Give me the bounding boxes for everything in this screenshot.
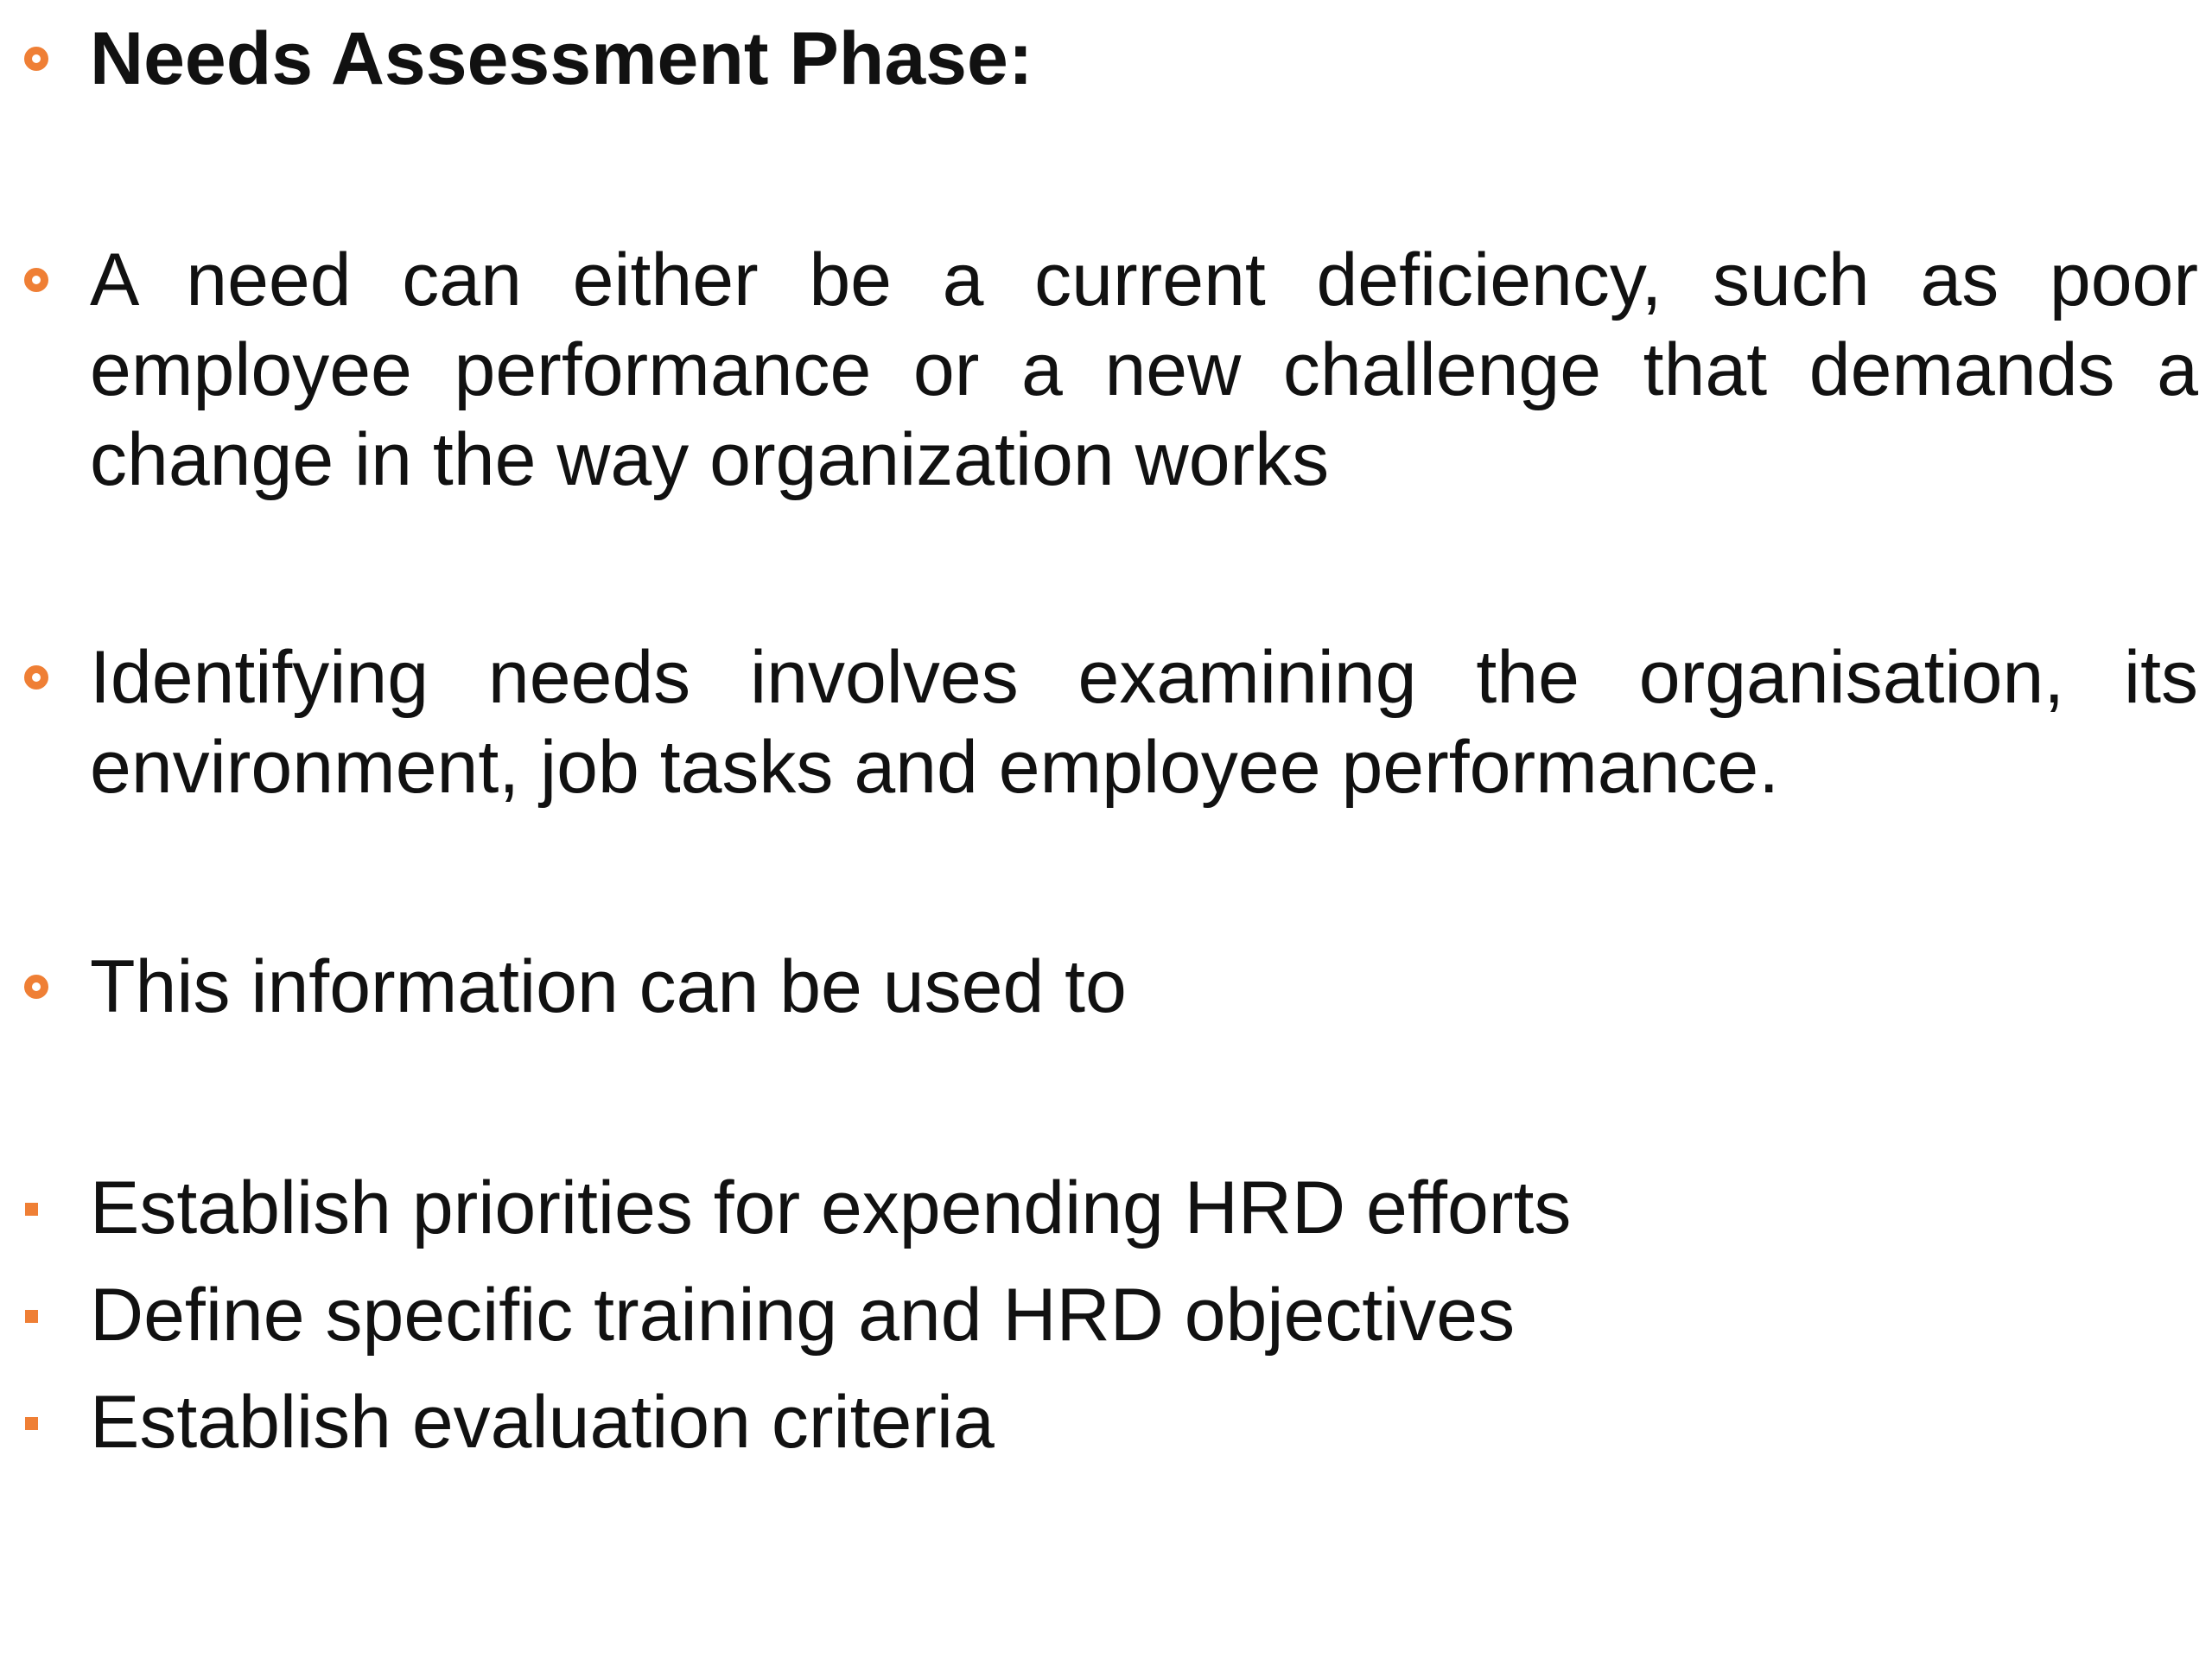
sub-bullet-item-priorities bbox=[90, 1163, 2198, 1253]
bullet-text: A need can either be a current deficiency, such as poor employee performance or a new challenge that demands a change in the way organization works bbox=[90, 238, 2198, 501]
bullet-item-need-definition bbox=[90, 235, 2198, 505]
heading-item bbox=[90, 14, 2198, 104]
ring-bullet-icon bbox=[24, 975, 48, 999]
sub-bullet-text: Define specific training and HRD objectives bbox=[90, 1274, 1516, 1357]
ring-bullet-icon bbox=[24, 268, 48, 292]
bullet-item-information-use bbox=[90, 942, 2198, 1032]
bullet-text: This information can be used to bbox=[90, 945, 1127, 1028]
square-bullet-icon bbox=[25, 1310, 38, 1323]
sub-bullet-text: Establish priorities for expending HRD efforts bbox=[90, 1166, 1572, 1249]
sub-bullet-item-evaluation bbox=[90, 1377, 2198, 1467]
bullet-text: Identifying needs involves examining the organisation, its environment, job tasks and employee performance. bbox=[90, 636, 2198, 809]
square-bullet-icon bbox=[25, 1417, 38, 1430]
bullet-item-identifying-needs bbox=[90, 632, 2198, 812]
sub-bullet-text: Establish evaluation criteria bbox=[90, 1381, 995, 1464]
square-bullet-icon bbox=[25, 1203, 38, 1216]
ring-bullet-icon bbox=[24, 665, 48, 690]
sub-bullet-item-objectives bbox=[90, 1270, 2198, 1360]
slide-heading: Needs Assessment Phase: bbox=[90, 17, 1033, 100]
ring-bullet-icon bbox=[24, 47, 48, 71]
